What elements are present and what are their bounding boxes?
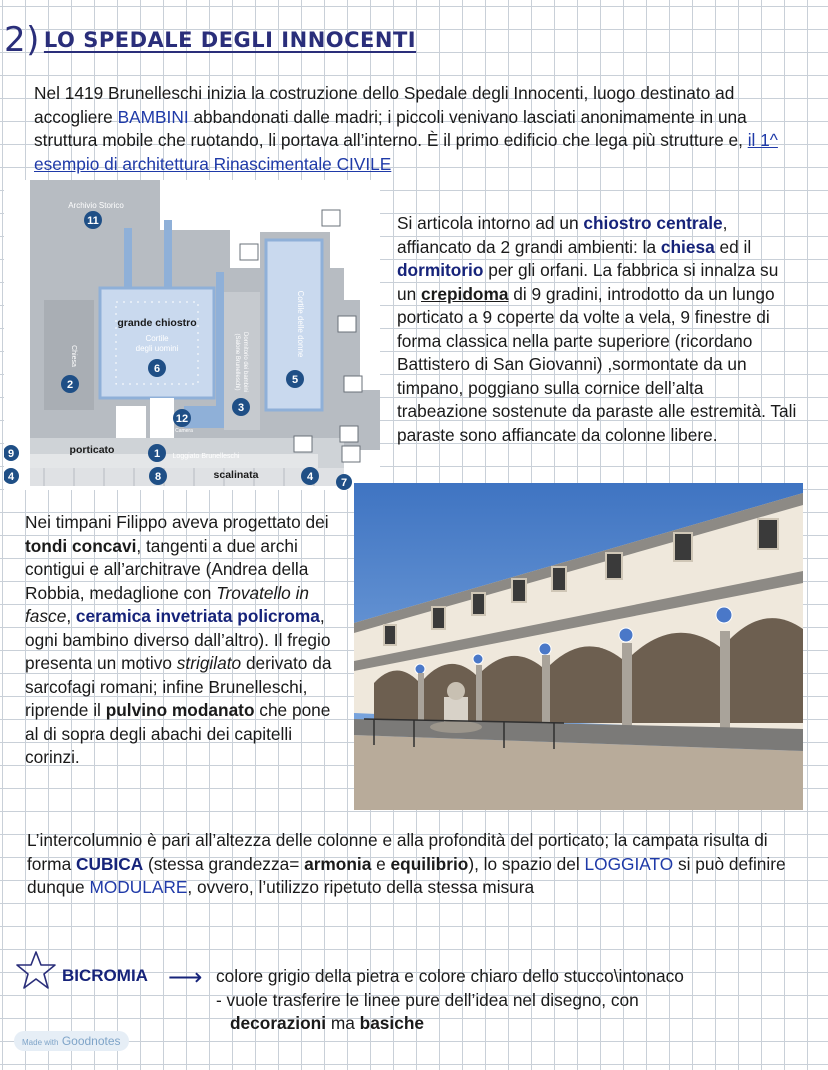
label-archivio: Archivio Storico xyxy=(68,201,124,210)
bottom-text: (stessa grandezza= xyxy=(143,853,305,874)
bottom-paragraph xyxy=(27,829,807,900)
label-dormitorio: Dormitorio dei bambini xyxy=(242,331,248,393)
keyword-armonia: armonia xyxy=(304,853,372,874)
left-text: Nei timpani Filippo aveva progettato dei xyxy=(25,512,329,532)
left-text: che pone al di sopra degli abachi dei capitelli corinzi. xyxy=(25,700,331,767)
keyword-chiesa: chiesa xyxy=(660,236,715,257)
keyword-basiche: basiche xyxy=(359,1013,424,1033)
right-text: per gli orfani. La fabbrica si innalza su un xyxy=(397,260,779,304)
left-text: , xyxy=(66,606,76,626)
title-text: LO SPEDALE DEGLI INNOCENTI xyxy=(43,28,417,52)
grande-chiostro xyxy=(100,288,214,398)
marker-11: 11 xyxy=(87,215,99,227)
badge-brand: Goodnotes xyxy=(61,1034,121,1048)
arrow-right-icon: ⟶ xyxy=(168,964,203,991)
marker-4: 4 xyxy=(306,471,314,483)
italic-strigilato: strigilato xyxy=(176,653,242,673)
shop-icon xyxy=(342,446,360,462)
keyword-cubica: CUBICA xyxy=(75,853,144,874)
stairs-icon xyxy=(340,426,358,442)
left-text: , ogni bambino diverso dall’altro). Il fregio presenta un motivo xyxy=(25,606,331,673)
left-paragraph xyxy=(25,511,340,770)
right-text: , affiancato da 2 grandi ambienti: la xyxy=(397,213,728,257)
bicromia-label: BICROMIA xyxy=(62,966,148,985)
bottom-text: si può definire dunque xyxy=(27,853,786,897)
bottom-text: L’intercolumnio è pari all’altezza delle colonne e alla profondità del porticato; la campata risulta di forma xyxy=(27,830,768,874)
scalinata xyxy=(30,468,344,486)
floor-plan xyxy=(4,180,380,490)
right-text: ed il xyxy=(714,236,752,257)
bicromia-line xyxy=(216,1012,816,1036)
label-scalinata: scalinata xyxy=(213,469,259,481)
label-loggiato: Loggiato Brunelleschi xyxy=(172,453,240,460)
marker-3: 3 xyxy=(237,402,245,414)
bottom-text: , ovvero, l’utilizzo ripetuto della stessa misura xyxy=(187,877,535,897)
marker-7: 7 xyxy=(340,477,348,489)
label-cortile-uomini: degli uomini xyxy=(135,344,179,353)
keyword-dormitorio: dormitorio xyxy=(397,260,484,280)
keyword-modulare: MODULARE xyxy=(89,877,188,897)
label-chiesa: Chiesa xyxy=(70,345,77,367)
keyword-loggiato: LOGGIATO xyxy=(584,853,674,874)
bicromia-line: colore grigio della pietra e colore chiaro dello stucco\intonaco xyxy=(216,966,684,986)
page-title xyxy=(4,20,416,60)
bicromia-text xyxy=(216,965,816,1036)
label-porticato: porticato xyxy=(69,444,115,456)
right-text: Si articola intorno ad un xyxy=(397,213,584,233)
marker-5: 5 xyxy=(291,374,299,386)
intro-highlight: il 1^ esempio di architettura Rinascimentale CIVILE xyxy=(34,130,778,174)
keyword-tondi: tondi concavi xyxy=(25,535,137,556)
label-camera: Camera xyxy=(175,428,193,434)
bottom-text: ), lo spazio del xyxy=(468,853,585,874)
keyword-pulvino: pulvino modanato xyxy=(105,700,255,720)
marker-8: 8 xyxy=(154,471,162,483)
right-paragraph xyxy=(397,212,797,447)
toilet-icon xyxy=(338,316,356,332)
keyword-bambini: BAMBINI xyxy=(117,106,189,127)
label-cortile-uomini: Cortile xyxy=(145,334,169,343)
bicromia-text-part: ma xyxy=(326,1013,360,1033)
left-text: derivato da sarcofagi romani; infine Brunelleschi, riprende il xyxy=(25,653,332,720)
intro-text: abbandonati dalle madri; i piccoli venivano lasciati anonimamente in una struttura mobile che ruotando, li portava all’interno. È il primo edificio che lega più strutture e, xyxy=(34,106,748,150)
building-photo xyxy=(354,483,803,810)
right-text: di 9 gradini, introdotto da un lungo porticato a 9 coperte da volte a vela, 9 finestre di forma classica nella parte superiore (ricordano Battistero di San Giovanni) ,sormontate da un timpano, poggiano sulla cornice dell’alta trabeazione sostenute da paraste alle estremità. Tali paraste sono affiancate da colonne libere. xyxy=(397,283,797,445)
italic-trovatello: Trovatello in fasce xyxy=(25,582,310,626)
marker-1: 1 xyxy=(153,448,161,460)
left-text: , tangenti a due archi contigui e all’architrave (Andrea della Robbia, medaglione con xyxy=(25,535,309,603)
chiesa-block xyxy=(44,300,94,410)
keyword-decorazioni: decorazioni xyxy=(230,1013,327,1033)
badge-small-text: Made with xyxy=(22,1038,59,1047)
marker-12: 12 xyxy=(175,413,189,425)
stairs-icon xyxy=(294,436,312,452)
goodnotes-badge xyxy=(14,1031,129,1051)
label-dormitorio: (Salone Brunelleschi) xyxy=(234,333,240,391)
keyword-chiostro: chiostro centrale xyxy=(583,213,723,233)
marker-2: 2 xyxy=(66,379,74,391)
keyword-equilibrio: equilibrio xyxy=(390,853,469,874)
label-grande-chiostro: grande chiostro xyxy=(117,317,197,329)
star-icon xyxy=(16,950,56,990)
intro-text: Nel 1419 Brunelleschi inizia la costruzione dello Spedale degli Innocenti, luogo destinato ad accogliere xyxy=(34,83,735,127)
stairs-icon xyxy=(322,210,340,226)
keyword-crepidoma: crepidoma xyxy=(421,283,509,304)
lift-icon xyxy=(344,376,362,392)
bottom-text: e xyxy=(371,853,391,874)
keyword-ceramica: ceramica invetriata policroma xyxy=(75,606,320,626)
bicromia-line: - vuole trasferire le linee pure dell’idea nel disegno, con xyxy=(216,989,639,1010)
marker-9: 9 xyxy=(7,448,15,460)
intro-paragraph xyxy=(34,82,804,176)
title-number: 2) xyxy=(4,20,40,60)
label-cortile-donne: Cortile delle donne xyxy=(296,290,305,358)
marker-6: 6 xyxy=(153,363,161,375)
marker-4: 4 xyxy=(7,471,15,483)
toilet-icon xyxy=(240,244,258,260)
